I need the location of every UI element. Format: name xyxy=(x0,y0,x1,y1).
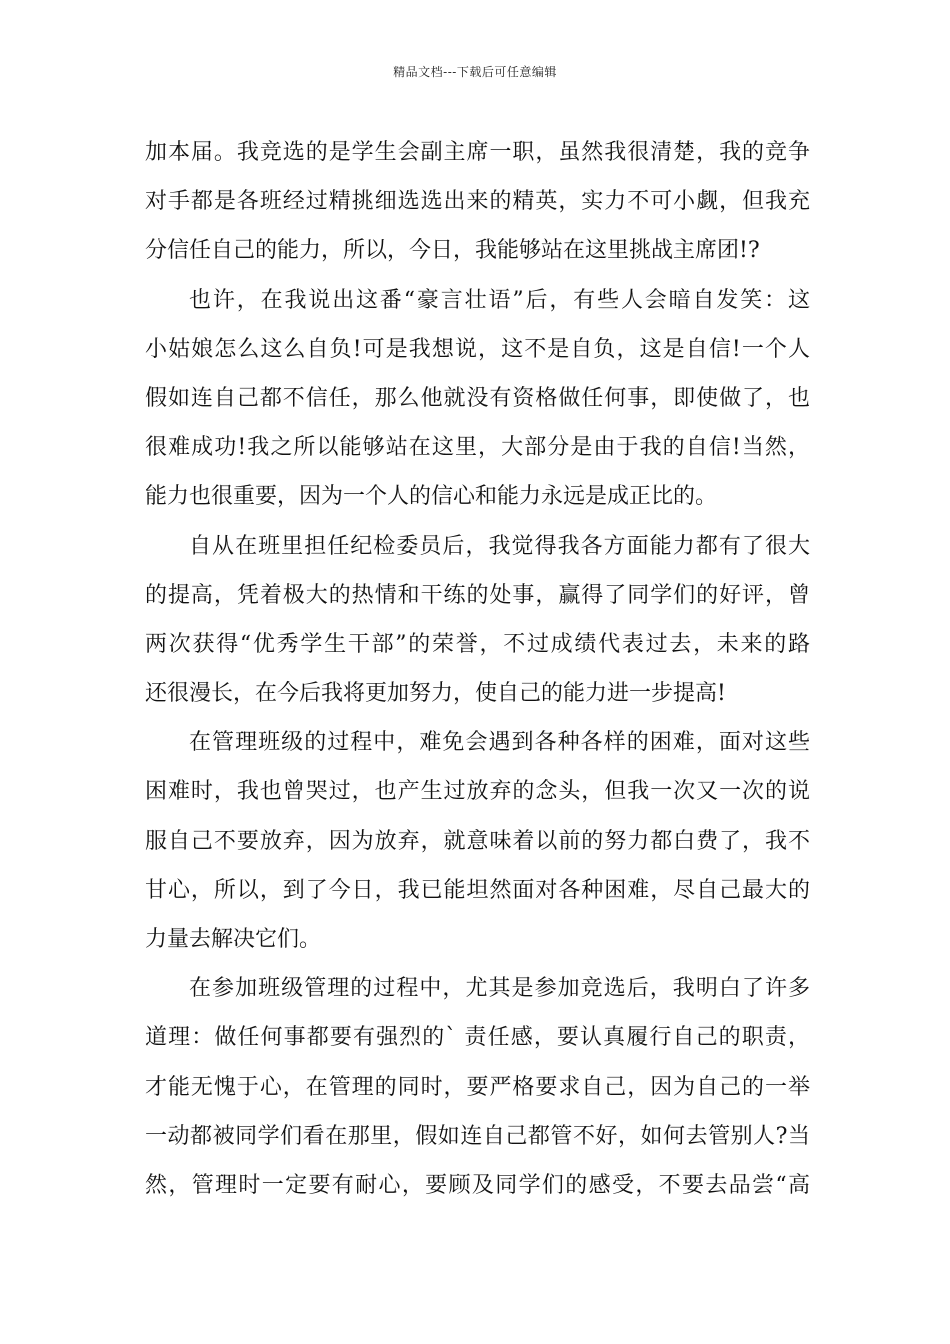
page-header: 精品文档---下载后可任意编辑 xyxy=(393,65,557,79)
text-line: 甘心，所以，到了今日，我已能坦然面对各种困难，尽自己最大的 xyxy=(145,877,810,903)
text-line: 对手都是各班经过精挑细选选出来的精英，实力不可小觑，但我充 xyxy=(145,189,810,215)
text-line: 在管理班级的过程中，难免会遇到各种各样的困难，面对这些 xyxy=(189,730,810,756)
text-line: 然，管理时一定要有耐心，要顾及同学们的感受，不要去品尝“高 xyxy=(145,1172,810,1198)
text-line: 能力也很重要，因为一个人的信心和能力永远是成正比的。 xyxy=(145,484,718,510)
text-line: 服自己不要放弃，因为放弃，就意味着以前的努力都白费了，我不 xyxy=(145,828,810,854)
text-line: 困难时，我也曾哭过，也产生过放弃的念头，但我一次又一次的说 xyxy=(145,779,810,805)
document-body xyxy=(145,128,810,1210)
text-line: 小姑娘怎么这么自负!可是我想说，这不是自负，这是自信!一个人 xyxy=(145,336,810,362)
text-line: 的提高，凭着极大的热情和干练的处事，赢得了同学们的好评，曾 xyxy=(145,582,810,608)
text-line: 一动都被同学们看在那里，假如连自己都管不好，如何去管别人?当 xyxy=(145,1123,810,1149)
text-line: 两次获得“优秀学生干部”的荣誉，不过成绩代表过去，未来的路 xyxy=(145,631,810,657)
text-line: 也许，在我说出这番“豪言壮语”后，有些人会暗自发笑：这 xyxy=(189,287,810,313)
text-line: 加本届。我竞选的是学生会副主席一职，虽然我很清楚，我的竞争 xyxy=(145,140,810,165)
text-line: 自从在班里担任纪检委员后，我觉得我各方面能力都有了很大 xyxy=(189,533,810,559)
text-line: 很难成功!我之所以能够站在这里，大部分是由于我的自信!当然， xyxy=(145,435,810,461)
text-line: 分信任自己的能力，所以，今日，我能够站在这里挑战主席团!? xyxy=(145,238,760,264)
text-line: 在参加班级管理的过程中，尤其是参加竞选后，我明白了许多 xyxy=(189,976,810,1002)
text-line: 假如连自己都不信任，那么他就没有资格做任何事，即使做了，也 xyxy=(145,385,810,411)
text-line: 才能无愧于心，在管理的同时，要严格要求自己，因为自己的一举 xyxy=(145,1074,810,1100)
text-line: 道理：做任何事都要有强烈的` 责任感，要认真履行自己的职责， xyxy=(145,1025,810,1051)
text-line: 力量去解决它们。 xyxy=(145,927,322,952)
text-line: 还很漫长，在今后我将更加努力，使自己的能力进一步提高! xyxy=(145,681,726,707)
